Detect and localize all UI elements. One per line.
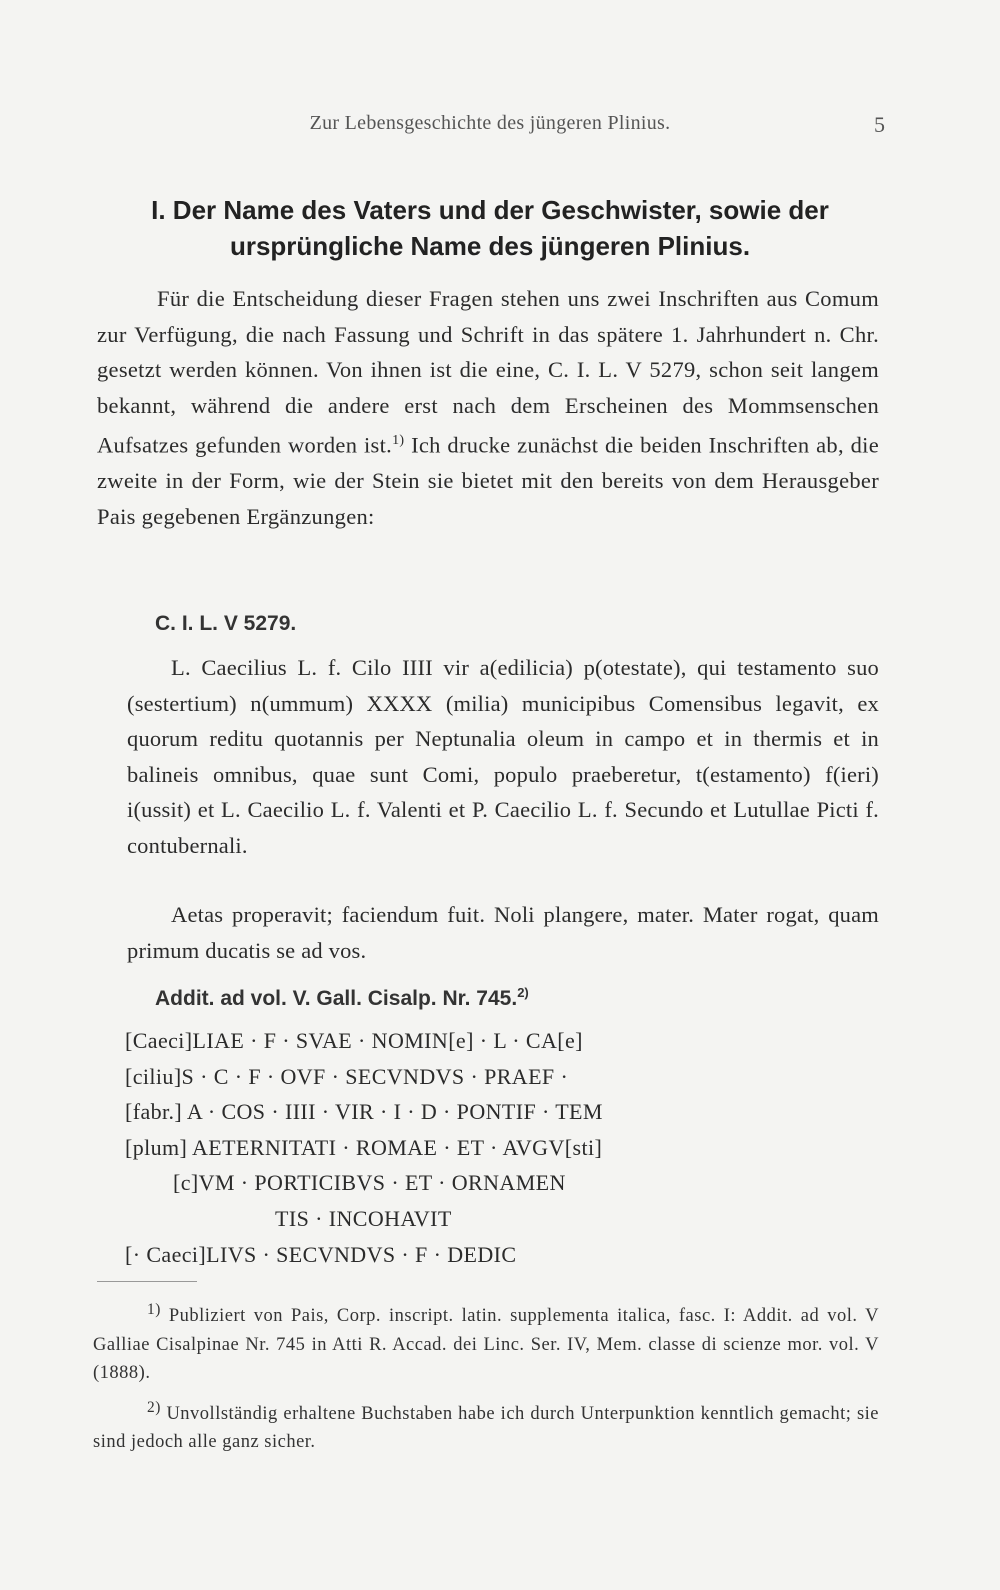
- inscription-line: TIS · INCOHAVIT: [275, 1205, 452, 1231]
- inscription-line: [c]VM · PORTICIBVS · ET · ORNAMEN: [173, 1170, 566, 1196]
- inscription-1-body-2: Aetas properavit; faciendum fuit. Noli plangere, mater. Mater rogat, quam primum ducatis se ad vos.: [127, 902, 879, 963]
- inscription-1-body: L. Caecilius L. f. Cilo IIII vir a(edilicia) p(otestate), qui testamento suo (sestertium) n(ummum) XXXX (milia) municipibus Comensibus legavit, ex quorum reditu quotannis per Neptunalia oleum in campo et in thermis et in balineis omnibus, quae sunt Comi, populo praeberetur, t(estamento) f(ieri) i(ussit) et L. Caecilio L. f. Valenti et P. Caecilio L. f. Secundo et Lutullae Picti f. contubernali.: [127, 655, 879, 858]
- footnote-1: [93, 1296, 879, 1388]
- running-header: [95, 112, 885, 142]
- inscription-line: [plum] AETERNITATI · ROMAE · ET · AVGV[sti]: [125, 1134, 603, 1160]
- paragraph-1-text: Für die Entscheidung dieser Fragen stehen uns zwei Inschriften aus Comum zur Verfügung, die nach Fassung und Schrift in das spätere 1. Jahrhundert n. Chr. gesetzt werden können. Von ihnen ist die eine, C. I. L. V 5279, schon seit langem bekannt, während die andere erst nach dem Erscheinen des Mommsenschen Aufsatzes gefunden worden ist.: [97, 286, 879, 458]
- footnote-text: Unvollständig erhaltene Buchstaben habe ich durch Unterpunktion kenntlich gemacht; sie sind jedoch alle ganz sicher.: [93, 1403, 879, 1453]
- inscription-1-text: [127, 650, 879, 863]
- paragraph-1-text-cont: Ich drucke zunächst die beiden Inschriften ab, die zweite in der Form, wie der Stein sie bietet mit den bereits von dem Herausgeber Pais gegebenen Ergänzungen:: [97, 432, 879, 529]
- inscription-line: [ciliu]S · C · F · OVF · SECVNDVS · PRAEF ·: [125, 1063, 569, 1089]
- footnote-mark: 1): [147, 1301, 161, 1318]
- inscription-2-heading-text: Addit. ad vol. V. Gall. Cisalp. Nr. 745.: [155, 987, 518, 1010]
- running-title: Zur Lebensgeschichte des jüngeren Plinius.: [309, 112, 671, 134]
- section-title-line-2: ursprüngliche Name des jüngeren Plinius.: [229, 231, 751, 261]
- paragraph-1: [97, 281, 879, 534]
- footnote-mark: 2): [147, 1398, 161, 1416]
- inscription-line: [fabr.] A · COS · IIII · VIR · I · D · PONTIF · TEM: [125, 1099, 603, 1125]
- footnote-text: Publiziert von Pais, Corp. inscript. latin. supplementa italica, fasc. I: Addit. ad vol. V Galliae Cisalpinae Nr. 745 in Atti R. Accad. dei Linc. Ser. IV, Mem. classe di scienze mor. vol. V (1888).: [93, 1306, 879, 1384]
- section-title-line-1: I. Der Name des Vaters und der Geschwister, sowie der: [151, 195, 829, 225]
- inscription-line: [Caeci]LIAE · F · SVAE · NOMIN[e] · L · CA[e]: [125, 1028, 583, 1053]
- inscription-2-lines: [125, 1023, 885, 1272]
- section-title: [95, 192, 885, 264]
- inscription-line: [· Caeci]LIVS · SECVNDVS · F · DEDIC: [125, 1241, 517, 1267]
- footnote-ref-1: 1): [392, 433, 405, 448]
- inscription-2-heading: [155, 985, 529, 1011]
- inscription-1-text-2: [127, 897, 879, 968]
- footnote-ref-2: 2): [517, 985, 529, 1000]
- footnote-2: [93, 1394, 879, 1457]
- footnote-divider: [97, 1281, 197, 1282]
- page-number: 5: [874, 112, 885, 137]
- footnotes: [93, 1296, 879, 1463]
- inscription-1-heading: C. I. L. V 5279.: [155, 612, 297, 635]
